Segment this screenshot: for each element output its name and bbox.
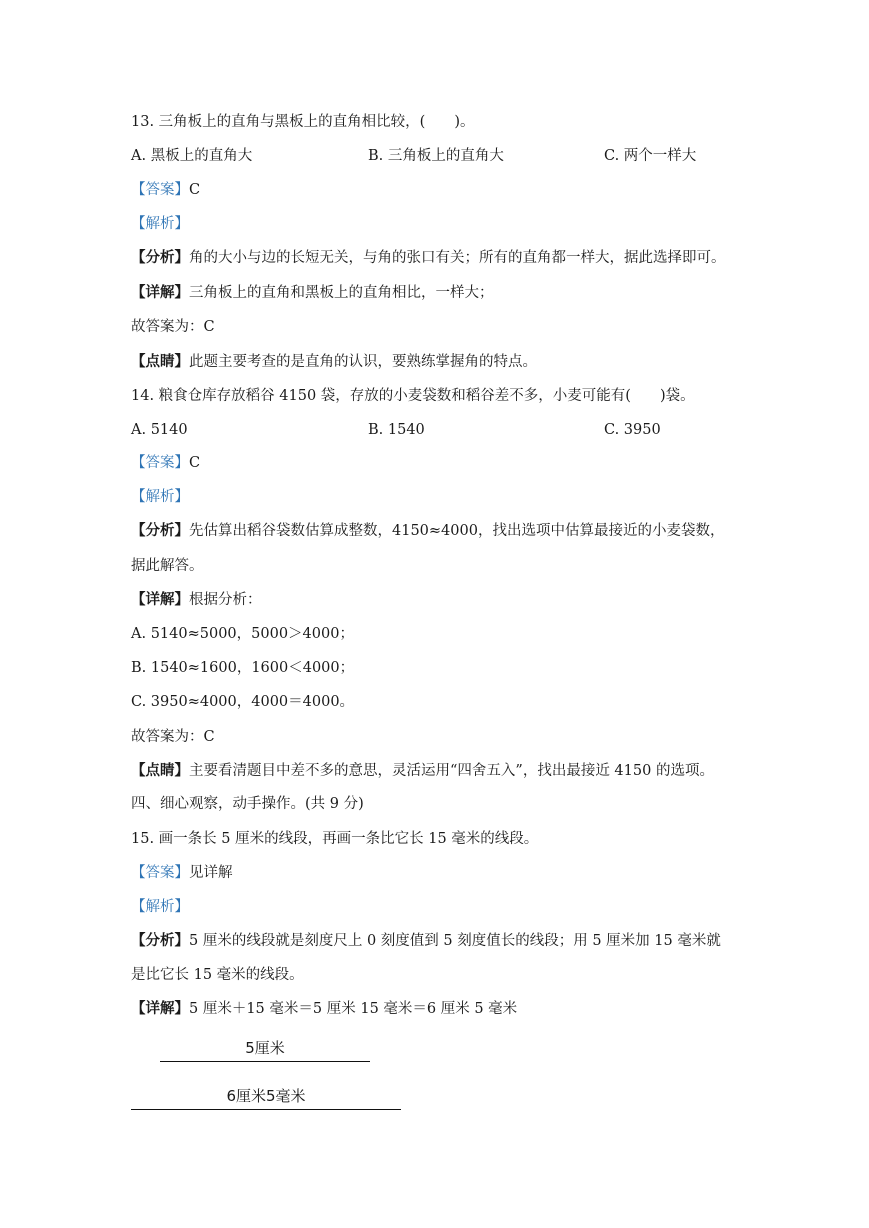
segment-1-label: 5厘米 [245, 1039, 285, 1057]
q15-fenxi-line2: 是比它长 15 毫米的线段。 [131, 967, 304, 983]
segment-2-label: 6厘米5毫米 [226, 1087, 306, 1105]
q14-fenxi-line2: 据此解答。 [131, 558, 204, 574]
answer-value: C [189, 182, 201, 198]
segment-1-line [160, 1061, 370, 1062]
q15-answer [131, 863, 233, 883]
q13-answer [131, 180, 200, 200]
answer-value: 见详解 [189, 865, 233, 881]
xiangjie-text: 5 厘米＋15 毫米＝5 厘米 15 毫米＝6 厘米 5 毫米 [189, 1001, 518, 1017]
section-4-title: 四、细心观察，动手操作。(共 9 分) [131, 796, 364, 812]
answer-tag: 【答案】 [131, 865, 189, 881]
xiangjie-text: 三角板上的直角和黑板上的直角相比，一样大； [189, 285, 494, 301]
q13-fenxi [131, 248, 726, 268]
dianjing-text: 主要看清题目中差不多的意思，灵活运用“四舍五入”，找出最接近 4150 的选项。 [189, 763, 714, 779]
answer-tag: 【答案】 [131, 455, 189, 471]
q14-option-c: C. 3950 [604, 422, 661, 438]
q13-option-a: A. 黑板上的直角大 [131, 148, 253, 164]
segment-2-line [131, 1109, 401, 1110]
q14-fenxi-line1 [131, 521, 724, 541]
q15-xiangjie [131, 999, 517, 1019]
dianjing-tag: 【点睛】 [131, 762, 189, 779]
q14-dianjing [131, 761, 714, 781]
xiangjie-tag: 【详解】 [131, 1000, 189, 1017]
q13-conclusion: 故答案为：C [131, 319, 215, 335]
q14-step-b: B. 1540≈1600，1600＜4000； [131, 660, 355, 676]
dianjing-text: 此题主要考查的是直角的认识，要熟练掌握角的特点。 [189, 354, 537, 370]
q15-stem: 15. 画一条长 5 厘米的线段，再画一条比它长 15 毫米的线段。 [131, 831, 539, 847]
q13-dianjing [131, 352, 537, 372]
dianjing-tag: 【点睛】 [131, 353, 189, 370]
fenxi-tag: 【分析】 [131, 522, 189, 539]
q14-step-c: C. 3950≈4000，4000＝4000。 [131, 694, 355, 710]
q14-xiangjie [131, 590, 262, 610]
q13-xiangjie [131, 283, 494, 303]
q14-analysis-tag: 【解析】 [131, 489, 189, 505]
xiangjie-tag: 【详解】 [131, 284, 189, 301]
q14-option-b: B. 1540 [368, 422, 425, 438]
fenxi-text: 先估算出稻谷袋数估算成整数，4150≈4000，找出选项中估算最接近的小麦袋数， [189, 523, 725, 539]
q13-option-c: C. 两个一样大 [604, 148, 697, 164]
xiangjie-tag: 【详解】 [131, 591, 189, 608]
fenxi-tag: 【分析】 [131, 249, 189, 266]
q14-conclusion: 故答案为：C [131, 729, 215, 745]
xiangjie-text: 根据分析： [189, 592, 262, 608]
q15-fenxi-line1 [131, 931, 721, 951]
answer-tag: 【答案】 [131, 182, 189, 198]
fenxi-text: 角的大小与边的长短无关，与角的张口有关；所有的直角都一样大，据此选择即可。 [189, 250, 726, 266]
q13-option-b: B. 三角板上的直角大 [368, 148, 504, 164]
fenxi-text: 5 厘米的线段就是刻度尺上 0 刻度值到 5 刻度值长的线段；用 5 厘米加 15 毫米就 [189, 933, 721, 949]
q15-analysis-tag: 【解析】 [131, 899, 189, 915]
q14-answer [131, 453, 200, 473]
fenxi-tag: 【分析】 [131, 932, 189, 949]
answer-value: C [189, 455, 201, 471]
q14-stem: 14. 粮食仓库存放稻谷 4150 袋，存放的小麦袋数和稻谷差不多，小麦可能有( )袋。 [131, 388, 695, 404]
q13-stem: 13. 三角板上的直角与黑板上的直角相比较，( )。 [131, 114, 475, 130]
q14-option-a: A. 5140 [131, 422, 188, 438]
q13-analysis-tag: 【解析】 [131, 216, 189, 232]
q14-step-a: A. 5140≈5000，5000＞4000； [131, 626, 354, 642]
